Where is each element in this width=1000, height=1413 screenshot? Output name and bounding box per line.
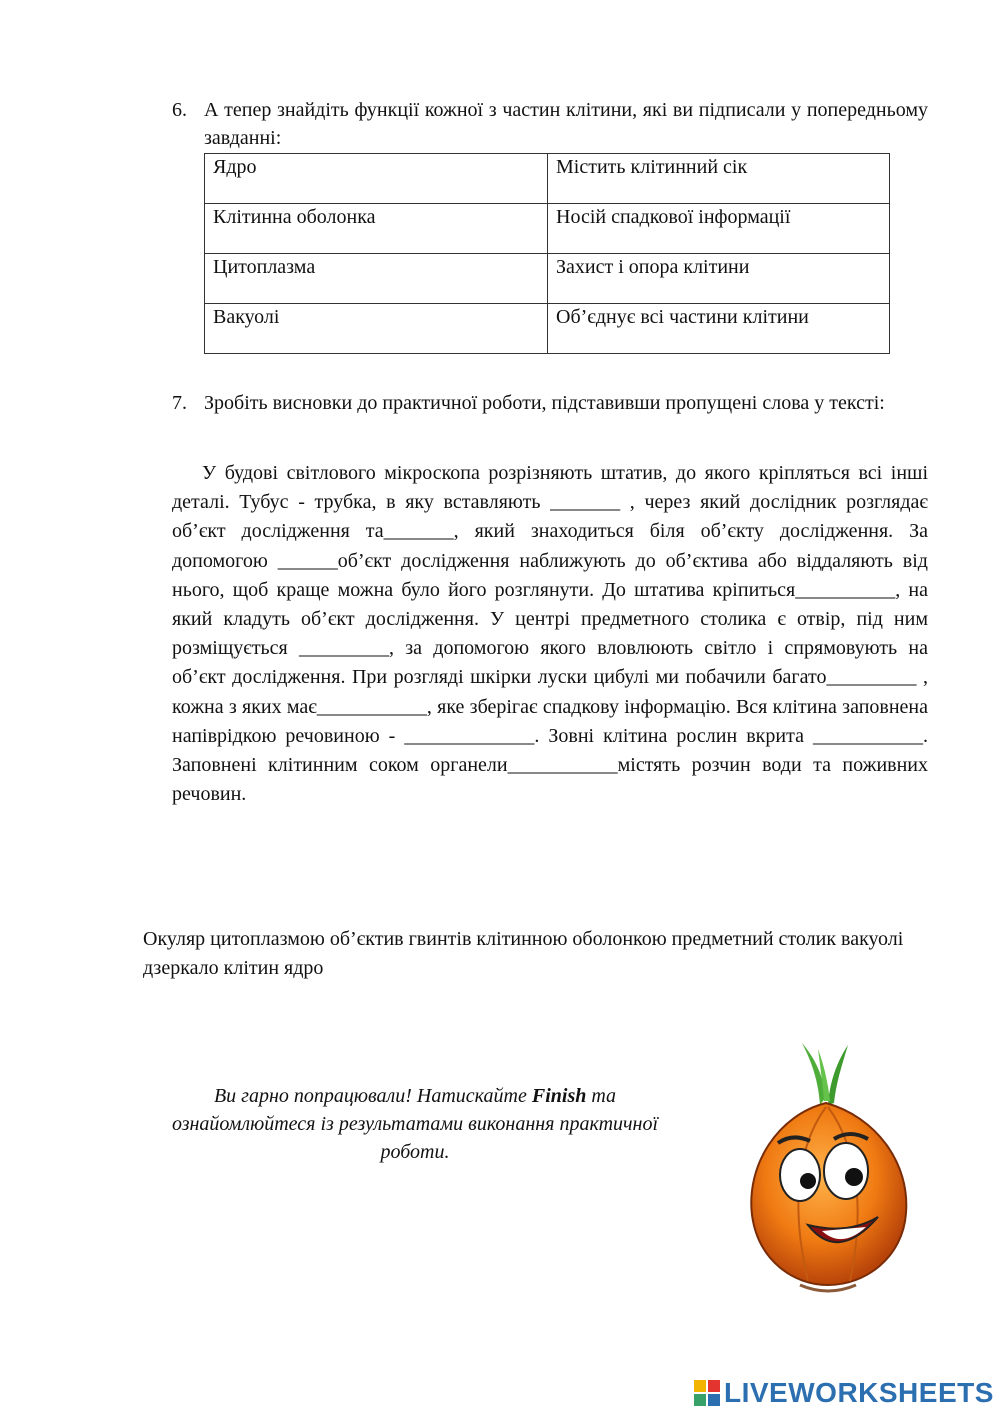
table-row	[205, 154, 890, 204]
part-cell[interactable]: Вакуолі	[205, 304, 548, 354]
onion-icon	[738, 1035, 918, 1305]
blank-field-6[interactable]: _________	[826, 666, 917, 689]
finish-word: Finish	[531, 1085, 587, 1107]
part-cell[interactable]: Клітинна оболонка	[205, 204, 548, 254]
matching-table	[204, 153, 890, 354]
task-7	[172, 389, 928, 417]
paragraph-text: . Заповнені клітинним соком органели	[172, 724, 928, 777]
finish-message	[160, 1082, 670, 1166]
liveworksheets-logo[interactable]	[694, 1375, 994, 1411]
function-cell[interactable]: Захист і опора клітини	[548, 254, 890, 304]
finish-text: та ознайомлюйтеся із результатами виконання практичної роботи.	[171, 1085, 659, 1163]
blank-field-2[interactable]: _______	[383, 520, 454, 543]
function-cell[interactable]: Об’єднує всі частини клітини	[548, 304, 890, 354]
table-row	[205, 304, 890, 354]
task-7-instruction: Зробіть висновки до практичної роботи, підставивши пропущені слова у тексті:	[204, 392, 885, 414]
paragraph-text: , через який дослідник розглядає об’єкт дослідження та	[172, 491, 928, 543]
paragraph-text: , за допомогою якого вловлюють світло і спрямовують на об’єкт дослідження. При розгляді шкірки луски цибулі ми побачили багато	[172, 637, 928, 689]
function-cell[interactable]: Носій спадкової інформації	[548, 204, 890, 254]
finish-text: Ви гарно попрацювали! Натискайте	[213, 1085, 532, 1107]
paragraph-text: містять розчин води та поживних речовин.	[172, 754, 929, 806]
function-cell[interactable]: Містить клітинний сік	[548, 154, 890, 204]
paragraph-text: об’єкт дослідження наближують до об’єктива або віддаляють від нього, щоб краще можна було його розглянути. До штатива кріпиться	[172, 549, 928, 601]
fill-in-paragraph	[172, 459, 928, 809]
blank-field-10[interactable]: ___________	[507, 754, 618, 777]
word-bank: Окуляр цитоплазмою об’єктив гвинтів клітинною оболонкою предметний столик вакуолі дзеркало клітин ядро	[143, 928, 904, 979]
paragraph-text: У будові світлового мікроскопа розрізняють штатив, до якого кріпляться всі інші деталі. Тубус - трубка, в яку вставляють	[172, 462, 928, 514]
task-6-number: 6.	[172, 99, 187, 121]
blank-field-4[interactable]: __________	[795, 578, 896, 601]
paragraph-text: , на який кладуть об’єкт дослідження. У центрі предметного столика є отвір, під ним розміщується	[172, 578, 928, 660]
blank-field-5[interactable]: _________	[299, 637, 390, 660]
paragraph-text: , який знаходиться біля об’єкту дослідження. За допомогою	[172, 520, 928, 572]
task-6	[172, 96, 928, 152]
blank-field-8[interactable]: _____________	[404, 724, 535, 747]
part-cell[interactable]: Ядро	[205, 154, 548, 204]
logo-text: LIVEWORKSHEETS	[724, 1377, 994, 1408]
blank-field-7[interactable]: ___________	[316, 695, 427, 718]
paragraph-text: , кожна з яких має	[172, 666, 929, 718]
task-6-instruction: А тепер знайдіть функції кожної з частин клітини, які ви підписали у попередньому завданні:	[204, 99, 928, 149]
task-7-number: 7.	[172, 392, 187, 414]
liveworksheets-logo-icon	[694, 1380, 720, 1406]
table-row	[205, 204, 890, 254]
blank-field-1[interactable]: _______	[550, 491, 621, 514]
paragraph-text: . Зовні клітина рослин вкрита	[534, 724, 813, 747]
part-cell[interactable]: Цитоплазма	[205, 254, 548, 304]
blank-field-3[interactable]: ______	[277, 549, 338, 572]
table-row	[205, 254, 890, 304]
paragraph-text: , яке зберігає спадкову інформацію. Вся клітина заповнена напіврідкою речовиною -	[172, 695, 928, 747]
blank-field-9[interactable]: ___________	[812, 724, 923, 747]
